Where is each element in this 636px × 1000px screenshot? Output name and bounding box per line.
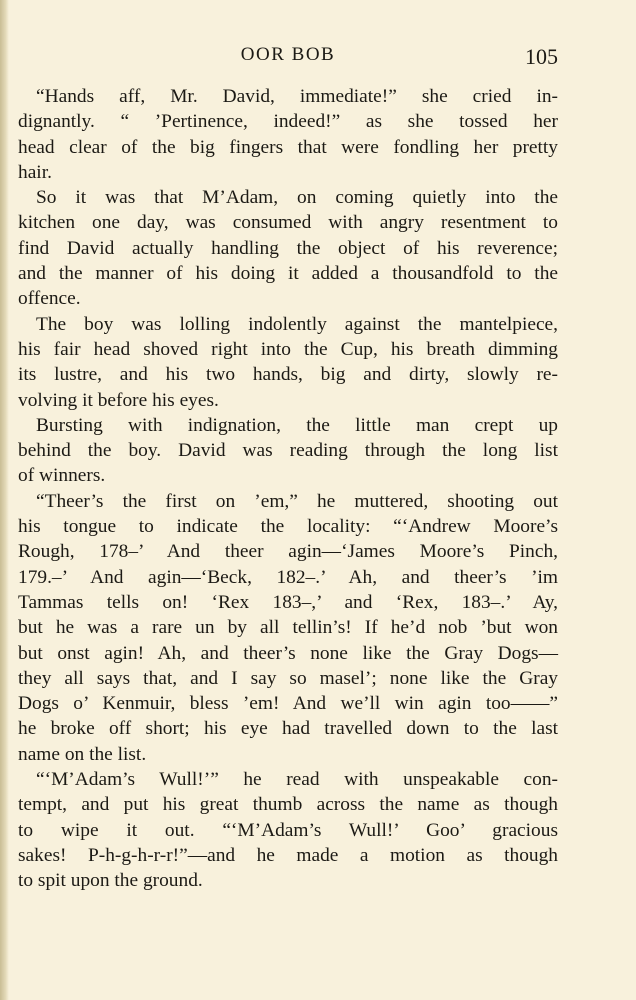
text-line: he broke off short; his eye had travelled down to the last (18, 718, 558, 740)
text-line: find David actually handling the object of his reverence; (18, 237, 558, 259)
text-line: tempt, and put his great thumb across the name as though (18, 794, 558, 816)
text-line: to wipe it out. “‘M’Adam’s Wull!’ Goo’ gracious (18, 819, 558, 841)
text-line: his tongue to indicate the locality: “‘Andrew Moore’s (18, 516, 558, 538)
text-line: The boy was lolling indolently against the mantelpiece, (36, 313, 558, 335)
text-line: to spit upon the ground. (18, 870, 203, 892)
text-line: its lustre, and his two hands, big and dirty, slowly re- (18, 364, 558, 386)
text-line: head clear of the big fingers that were fondling her pretty (18, 136, 558, 158)
text-line: his fair head shoved right into the Cup, his breath dimming (18, 338, 558, 360)
text-line: Bursting with indignation, the little man crept up (36, 414, 558, 436)
text-line: Rough, 178–’ And theer agin—‘James Moore’s Pinch, (18, 541, 558, 563)
page-number: 105 (525, 44, 558, 69)
text-line: but onst agin! Ah, and theer’s none like the Gray Dogs— (18, 642, 558, 664)
text-line: they all says that, and I say so masel’; none like the Gray (18, 667, 558, 689)
page-binding-edge (0, 0, 9, 1000)
text-line: “‘M’Adam’s Wull!’” he read with unspeakable con- (36, 769, 558, 791)
running-head (18, 40, 558, 70)
text-line: kitchen one day, was consumed with angry resentment to (18, 212, 558, 234)
text-line: offence. (18, 288, 81, 310)
running-title: OOR BOB (240, 44, 336, 65)
text-line: name on the list. (18, 743, 147, 765)
text-line: dignantly. “ ’Pertinence, indeed!” as she tossed her (18, 111, 558, 133)
text-line: volving it before his eyes. (18, 389, 219, 411)
text-line: Tammas tells on! ‘Rex 183–,’ and ‘Rex, 183–.’ Ay, (18, 591, 558, 613)
text-line: of winners. (18, 465, 106, 487)
text-line: and the manner of his doing it added a thousandfold to the (18, 263, 558, 285)
text-line: Dogs o’ Kenmuir, bless ’em! And we’ll win agin too——” (18, 693, 558, 715)
text-line: but he was a rare un by all tellin’s! If he’d nob ’but won (18, 617, 558, 639)
text-line: “Theer’s the first on ’em,” he muttered, shooting out (36, 490, 558, 512)
text-line: hair. (18, 161, 52, 183)
text-line: sakes! P-h-g-h-r-r!”—and he made a motion as though (18, 844, 558, 866)
text-line: “Hands aff, Mr. David, immediate!” she cried in- (36, 86, 558, 107)
text-line: So it was that M’Adam, on coming quietly into the (36, 187, 558, 209)
body-text (18, 84, 558, 894)
text-line: 179.–’ And agin—‘Beck, 182–.’ Ah, and theer’s ’im (18, 566, 558, 588)
text-line: behind the boy. David was reading through the long list (18, 440, 558, 462)
